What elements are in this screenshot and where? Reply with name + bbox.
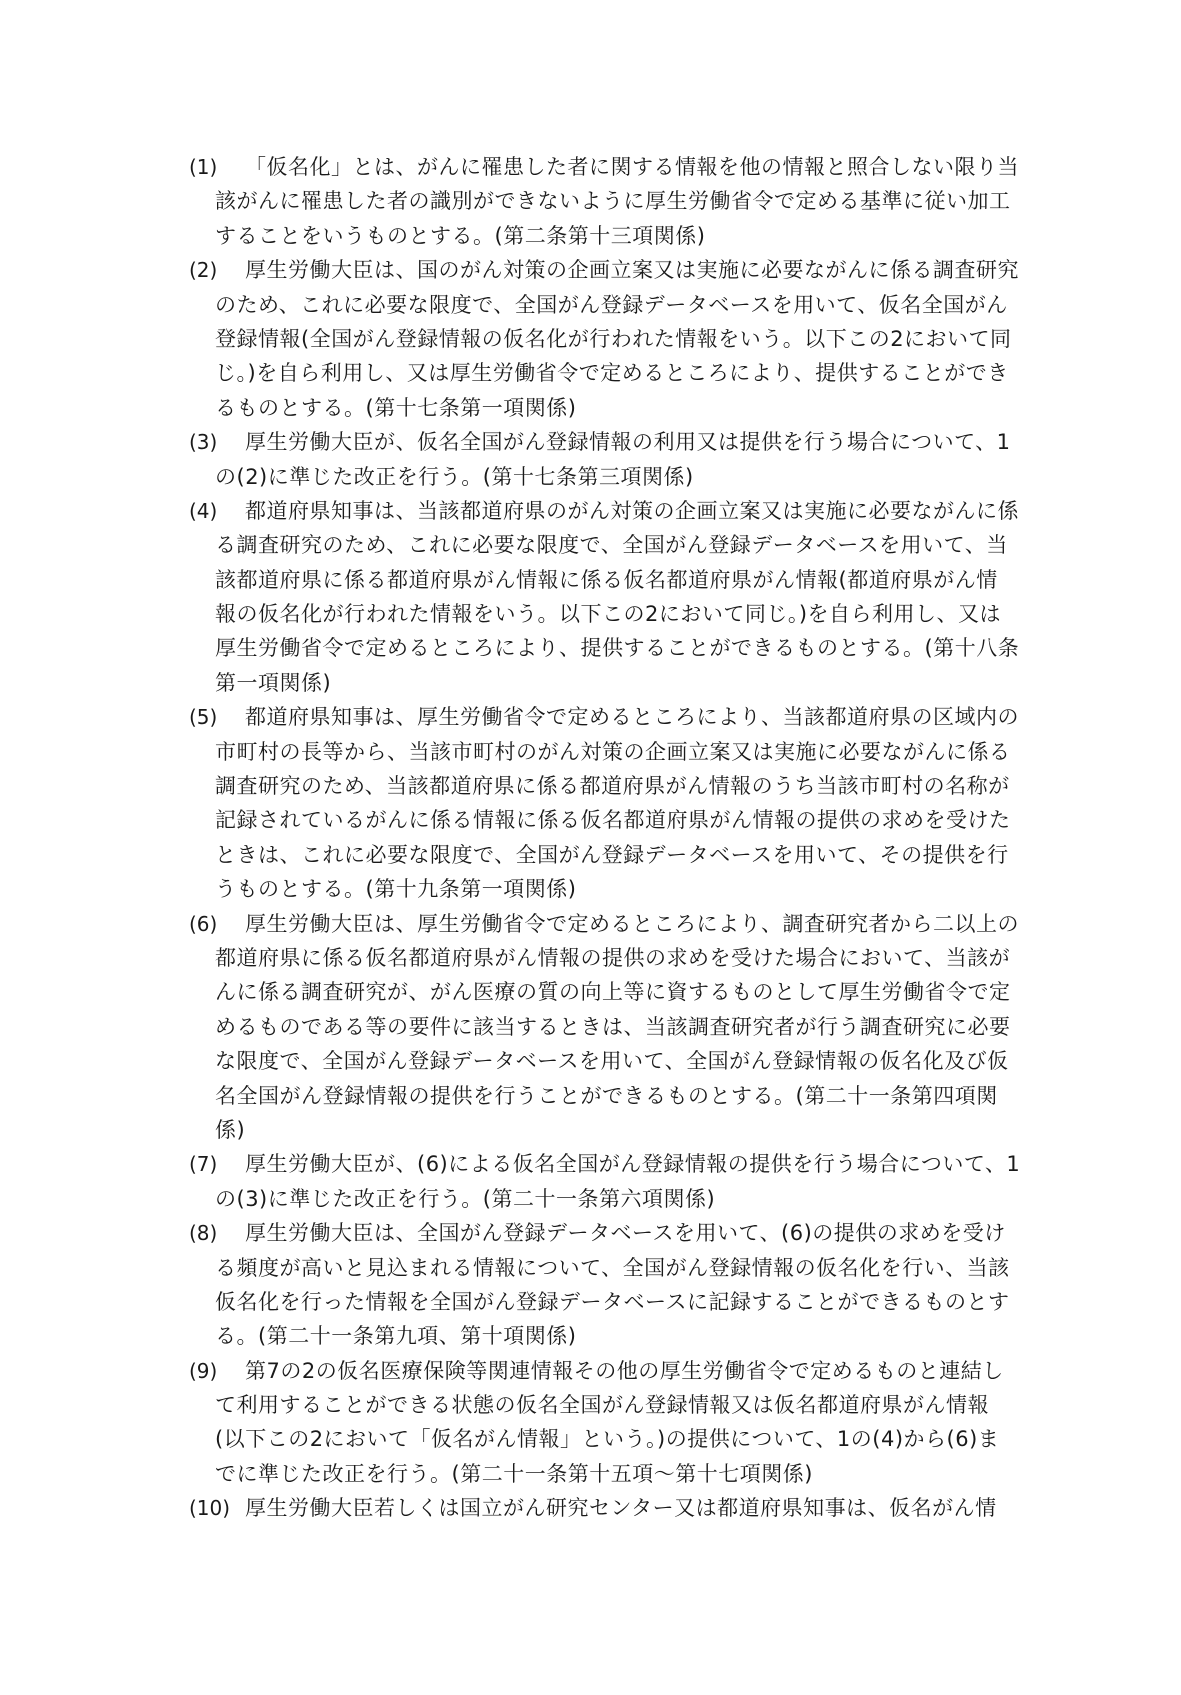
numbered-paragraph <box>191 1354 1031 1492</box>
numbered-paragraph <box>191 1147 1031 1216</box>
paragraph-line: のため、これに必要な限度で、全国がん登録データベースを用いて、仮名全国がん <box>215 292 1008 317</box>
paragraph-line: 厚生労働大臣が、(6)による仮名全国がん登録情報の提供を行う場合について、1 <box>245 1152 1021 1177</box>
paragraph-line: 該がんに罹患した者の識別ができないように厚生労働省令で定める基準に従い加工 <box>215 189 1011 214</box>
paragraph-line: ときは、これに必要な限度で、全国がん登録データベースを用いて、その提供を行 <box>215 842 1009 867</box>
numbered-paragraph <box>191 1491 1031 1525</box>
paragraph-number: (3) <box>189 430 218 455</box>
paragraph-line: 厚生労働大臣若しくは国立がん研究センター又は都道府県知事は、仮名がん情 <box>245 1496 997 1521</box>
numbered-paragraph <box>191 425 1031 494</box>
paragraph-line: 厚生労働大臣は、国のがん対策の企画立案又は実施に必要ながんに係る調査研究 <box>245 258 1019 283</box>
paragraph-number: (2) <box>189 258 218 283</box>
numbered-paragraph <box>191 253 1031 425</box>
paragraph-line: て利用することができる状態の仮名全国がん登録情報又は仮名都道府県がん情報 <box>215 1393 989 1418</box>
paragraph-number: (4) <box>189 498 218 523</box>
paragraph-line: る調査研究のため、これに必要な限度で、全国がん登録データベースを用いて、当 <box>215 533 1008 558</box>
paragraph-line: 都道府県に係る仮名都道府県がん情報の提供の求めを受けた場合において、当該が <box>215 945 1011 970</box>
paragraph-line: 第一項関係) <box>215 670 332 695</box>
paragraph-line: 登録情報(全国がん登録情報の仮名化が行われた情報をいう。以下この2において同 <box>215 326 1012 351</box>
paragraph-line: 係) <box>215 1117 246 1142</box>
paragraph-line: でに準じた改正を行う。(第二十一条第十五項～第十七項関係) <box>215 1461 813 1486</box>
paragraph-line: (以下この2において「仮名がん情報」という。)の提供について、1の(4)から(6)ま <box>215 1427 1000 1452</box>
paragraph-line: る。(第二十一条第九項、第十項関係) <box>215 1324 577 1349</box>
paragraph-line: の(3)に準じた改正を行う。(第二十一条第六項関係) <box>215 1186 716 1211</box>
paragraph-number: (9) <box>189 1358 218 1383</box>
paragraph-line: 報の仮名化が行われた情報をいう。以下この2において同じ。)を自ら利用し、又は <box>215 602 1002 627</box>
numbered-paragraph <box>191 907 1031 1148</box>
numbered-paragraph <box>191 700 1031 906</box>
numbered-paragraph <box>191 494 1031 700</box>
paragraph-line: 都道府県知事は、厚生労働省令で定めるところにより、当該都道府県の区域内の <box>245 705 1019 730</box>
numbered-paragraph <box>191 1216 1031 1354</box>
paragraph-line: るものとする。(第十七条第一項関係) <box>215 395 577 420</box>
paragraph-number: (8) <box>189 1221 218 1246</box>
paragraph-line: 厚生労働大臣は、全国がん登録データベースを用いて、(6)の提供の求めを受け <box>245 1221 1006 1246</box>
paragraph-number: (1) <box>189 155 218 179</box>
paragraph-line: 名全国がん登録情報の提供を行うことができるものとする。(第二十一条第四項関 <box>215 1083 998 1108</box>
paragraph-line: うものとする。(第十九条第一項関係) <box>215 877 577 902</box>
paragraph-number: (6) <box>189 911 218 936</box>
paragraph-line: 都道府県知事は、当該都道府県のがん対策の企画立案又は実施に必要ながんに係 <box>245 498 1019 523</box>
paragraph-number: (7) <box>189 1152 218 1177</box>
paragraph-line: 調査研究のため、当該都道府県に係る都道府県がん情報のうち当該市町村の名称が <box>215 774 1010 799</box>
paragraph-line: 厚生労働大臣は、厚生労働省令で定めるところにより、調査研究者から二以上の <box>245 911 1019 936</box>
paragraph-line: 厚生労働省令で定めるところにより、提供することができるものとする。(第十八条 <box>215 636 1020 661</box>
paragraph-line: 記録されているがんに係る情報に係る仮名都道府県がん情報の提供の求めを受けた <box>215 808 1011 833</box>
paragraph-number: (10) <box>189 1496 231 1521</box>
paragraph-line: 市町村の長等から、当該市町村のがん対策の企画立案又は実施に必要ながんに係る <box>215 739 1011 764</box>
numbered-paragraph <box>191 150 1031 253</box>
paragraph-number: (5) <box>189 705 218 730</box>
paragraph-line: めるものである等の要件に該当するときは、当該調査研究者が行う調査研究に必要 <box>215 1014 1011 1039</box>
paragraph-line: 仮名化を行った情報を全国がん登録データベースに記録することができるものとす <box>215 1289 1010 1314</box>
paragraph-line: 該都道府県に係る都道府県がん情報に係る仮名都道府県がん情報(都道府県がん情 <box>215 567 998 592</box>
paragraph-line: んに係る調査研究が、がん医療の質の向上等に資するものとして厚生労働省令で定 <box>215 980 1011 1005</box>
paragraph-line: な限度で、全国がん登録データベースを用いて、全国がん登録情報の仮名化及び仮 <box>215 1049 1009 1074</box>
paragraph-line: 「仮名化」とは、がんに罹患した者に関する情報を他の情報と照合しない限り当 <box>245 155 1019 179</box>
paragraph-line: 第7の2の仮名医療保険等関連情報その他の厚生労働省令で定めるものと連結し <box>245 1358 1004 1383</box>
document-body <box>191 150 1031 1526</box>
paragraph-line: じ。)を自ら利用し、又は厚生労働省令で定めるところにより、提供することができ <box>215 361 1009 386</box>
paragraph-line: の(2)に準じた改正を行う。(第十七条第三項関係) <box>215 464 694 489</box>
paragraph-line: することをいうものとする。(第二条第十三項関係) <box>215 223 706 248</box>
paragraph-line: る頻度が高いと見込まれる情報について、全国がん登録情報の仮名化を行い、当該 <box>215 1255 1010 1280</box>
paragraph-line: 厚生労働大臣が、仮名全国がん登録情報の利用又は提供を行う場合について、1 <box>245 430 1011 455</box>
